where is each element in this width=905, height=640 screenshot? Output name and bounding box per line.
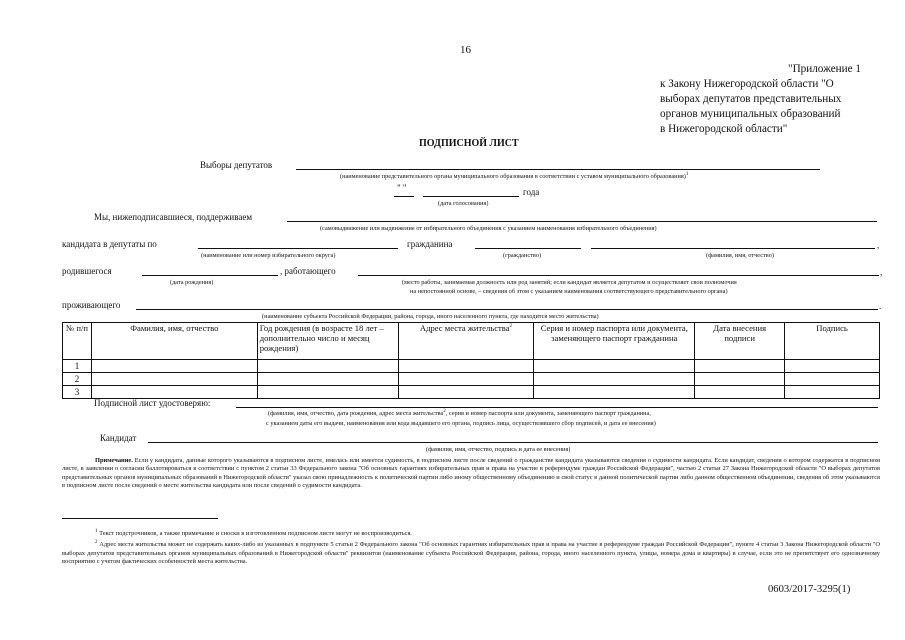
col-header-signature: Подпись bbox=[785, 323, 880, 360]
date-day-field[interactable] bbox=[394, 196, 414, 197]
work-caption-2: на непостоянной основе, – сведения об этом с указанием наименования соответствующего представительного органа) bbox=[410, 288, 728, 295]
candidate-sign-field[interactable] bbox=[148, 442, 878, 443]
working-label: , работающего bbox=[280, 266, 336, 276]
certifier-field[interactable] bbox=[236, 407, 878, 408]
appendix-line: к Закону Нижегородской области "О bbox=[660, 78, 834, 90]
work-place-field[interactable] bbox=[358, 275, 879, 276]
cell-passport[interactable] bbox=[534, 373, 695, 386]
cell-fio[interactable] bbox=[91, 373, 257, 386]
certify-caption-1: (фамилия, имя, отчество, дата рождения, адрес места жительства$^2$, серия и номер паспорта или документа, заменяющего паспорт гражданина, bbox=[268, 408, 651, 417]
comma: , bbox=[880, 267, 883, 277]
certify-label: Подписной лист удостоверяю: bbox=[94, 398, 211, 408]
row-number: 1 bbox=[63, 360, 92, 373]
col-header-address: Адрес места жительства$^2$ bbox=[398, 323, 534, 360]
document-code: 0603/2017-3295(1) bbox=[768, 584, 851, 595]
footnote: $^1$ Текст подстрочников, а также примечание и сноски в изготовленном подписном листе могут не воспроизводиться. bbox=[95, 528, 412, 537]
appendix-line: органов муниципальных образований bbox=[660, 108, 841, 120]
cell-address[interactable] bbox=[398, 373, 534, 386]
cell-address[interactable] bbox=[398, 386, 534, 399]
cell-fio[interactable] bbox=[91, 386, 257, 399]
cell-passport[interactable] bbox=[534, 360, 695, 373]
born-label: родившегося bbox=[62, 266, 112, 276]
elections-caption: (наименование представительного органа муниципального образования в соответствии с уставом муниципального образования)$^1$ bbox=[340, 171, 689, 180]
period: . bbox=[879, 301, 882, 311]
col-header-number: № п/п bbox=[63, 323, 92, 360]
cell-birth-year[interactable] bbox=[257, 360, 398, 373]
note-heading: Примечание. bbox=[95, 457, 133, 464]
district-field[interactable] bbox=[198, 248, 398, 249]
note-text: Если у кандидата, данные которого указываются в подписном листе, имелась или имеется судимость, в подписном листе после сведений о гражданстве кандидата указываются сведения о судимости кандидата. Если кандидат, сведения о котором содержатся в подписном листе, в заявлении о согласии баллотироваться в соответствии с пунктом 2 статьи 33 Федерального закона "Об основных гарантиях избирательных прав и права на участие в референдуме граждан Российской Федерации", частью 2 статьи 27 Закона Нижегородской области "О выборах депутатов представительных органов муниципальных образований в Нижегородской области" указал свою принадлежность к политической партии либо иному общественному объединению и свой статус в данной политической партии либо данном общественном объединении, сведения об этом указываются в подписном листе после сведений о месте жительства кандидата или после сведений о судимости кандидата. bbox=[62, 457, 880, 490]
row-number: 2 bbox=[63, 373, 92, 386]
certify-caption-2: с указанием даты его выдачи, наименования или кода выдавшего его органа, подпись лица, осуществлявшего сбор подписей, и дата ее внесения) bbox=[266, 420, 656, 427]
year-word: года bbox=[523, 187, 540, 197]
cell-fio[interactable] bbox=[91, 360, 257, 373]
appendix-line: "Приложение 1 bbox=[788, 63, 862, 75]
cell-birth-year[interactable] bbox=[257, 386, 398, 399]
candidate-fio-field[interactable] bbox=[591, 248, 875, 249]
page-number: 16 bbox=[460, 44, 471, 56]
table-row bbox=[63, 373, 880, 386]
cell-sign-date[interactable] bbox=[695, 360, 785, 373]
elections-field[interactable] bbox=[296, 169, 820, 170]
residence-caption: (наименование субъекта Российской Федерации, района, города, иного населенного пункта, где находится место жительства) bbox=[262, 313, 599, 320]
birth-caption: (дата рождения) bbox=[170, 279, 214, 286]
table-row bbox=[63, 386, 880, 399]
we-support-label: Мы, нижеподписавшиеся, поддерживаем bbox=[94, 212, 253, 222]
candidate-label: кандидата в депутаты по bbox=[62, 239, 157, 249]
table-header-row bbox=[63, 323, 880, 360]
appendix-block bbox=[660, 62, 885, 137]
appendix-line: выборах депутатов представительных bbox=[660, 93, 842, 105]
citizenship-caption: (гражданство) bbox=[503, 252, 542, 259]
cell-passport[interactable] bbox=[534, 386, 695, 399]
candidate-sign-label: Кандидат bbox=[100, 433, 137, 443]
row-number: 3 bbox=[63, 386, 92, 399]
cell-signature[interactable] bbox=[785, 373, 880, 386]
col-header-passport: Серия и номер паспорта или документа, заменяющего паспорт гражданина bbox=[534, 323, 695, 360]
birth-date-field[interactable] bbox=[142, 275, 278, 276]
cell-address[interactable] bbox=[398, 360, 534, 373]
elections-label: Выборы депутатов bbox=[200, 160, 273, 170]
table-row bbox=[63, 360, 880, 373]
cell-signature[interactable] bbox=[785, 386, 880, 399]
residence-field[interactable] bbox=[136, 309, 878, 310]
footnote-separator bbox=[62, 518, 218, 519]
citizenship-field[interactable] bbox=[475, 248, 581, 249]
cell-sign-date[interactable] bbox=[695, 386, 785, 399]
col-header-sign-date: Дата внесения подписи bbox=[695, 323, 785, 360]
date-caption: (дата голосования) bbox=[438, 200, 489, 207]
citizen-word: гражданина bbox=[407, 239, 453, 249]
work-caption-1: (место работы, занимаемая должность или род занятий; если кандидат является депутатом и осуществляет свои полномочия bbox=[402, 279, 737, 286]
date-quotes: " " bbox=[397, 183, 407, 193]
district-caption: (наименование или номер избирательного округа) bbox=[201, 252, 336, 259]
cell-birth-year[interactable] bbox=[257, 373, 398, 386]
footnote: $^2$ Адрес места жительства может не содержать каких-либо из указанных в подпункте 5 статьи 2 Федерального закона "Об основных гарантиях избирательных прав и права на участие в референдуме граждан Российской Федерации", пункте 4 статьи 3 Закона Нижегородской области "О выборах депутатов представительных органов муниципальных образований в Нижегородской области" реквизитов (наименование субъекта Российской Федерации, района, города, иного населенного пункта, улицы, номера дома и квартиры) в случае, если это не препятствует его однозначному восприятию с учетом фактических особенностей места жительства. bbox=[62, 539, 880, 566]
cell-signature[interactable] bbox=[785, 360, 880, 373]
nomination-caption: (самовыдвижение или выдвижение от избирательного объединения с указанием наименования избирательного объединения) bbox=[320, 225, 657, 232]
comma: , bbox=[877, 240, 880, 250]
cell-sign-date[interactable] bbox=[695, 373, 785, 386]
appendix-line: в Нижегородской области" bbox=[660, 123, 788, 135]
date-month-field[interactable] bbox=[423, 196, 519, 197]
col-header-fio: Фамилия, имя, отчество bbox=[91, 323, 257, 360]
residing-label: проживающего bbox=[62, 300, 121, 310]
nomination-field[interactable] bbox=[287, 221, 877, 222]
page-title: ПОДПИСНОЙ ЛИСТ bbox=[419, 138, 519, 149]
fio-caption: (фамилия, имя, отчество) bbox=[706, 252, 774, 259]
note-paragraph bbox=[62, 457, 880, 491]
signature-table bbox=[62, 322, 880, 399]
candidate-caption: (фамилия, имя, отчество, подпись и дата ее внесения) bbox=[426, 446, 571, 453]
col-header-birth-year: Год рождения (в возрасте 18 лет – дополнительно число и месяц рождения) bbox=[257, 323, 398, 360]
